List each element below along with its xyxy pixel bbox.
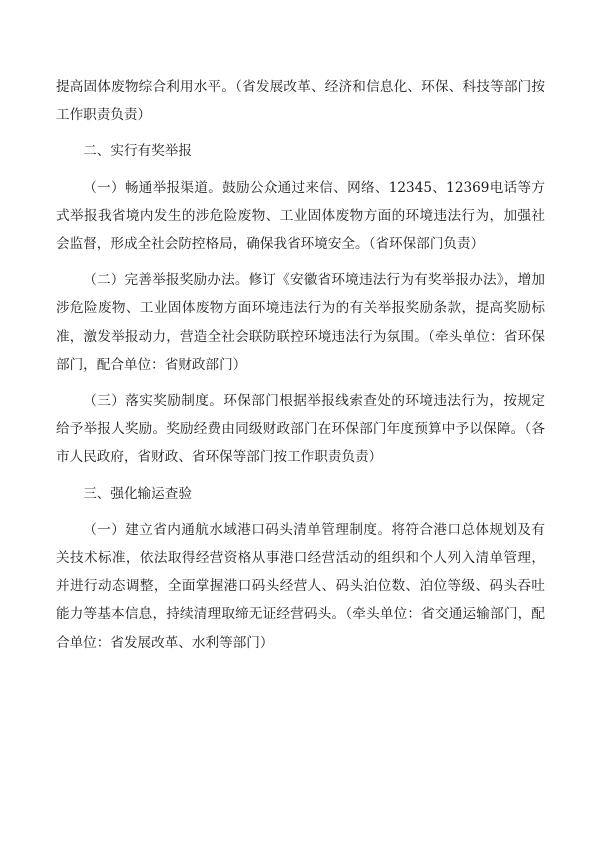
paragraph-2-3: （三）落实奖励制度。环保部门根据举报线索查处的环境违法行为，按规定给予举报人奖励。奖励经费由同级财政部门在环保部门年度预算中予以保障。（各市人民政府，省财政、省环保等部门按工作职责负责） — [56, 393, 545, 466]
paragraph-2-2: （二）完善举报奖励办法。修订《安徽省环境违法行为有奖举报办法》，增加涉危险废物、工业固体废物方面环境违法行为的有关举报奖励条款，提高奖励标准，激发举报动力，营造全社会联防联控环境违法行为氛围。（牵头单位：省环保部门，配合单位：省财政部门） — [56, 272, 545, 373]
section-heading-2: 二、实行有奖举报 — [83, 143, 192, 160]
section-heading-3: 三、强化输运查验 — [83, 485, 192, 502]
document-page — [56, 73, 545, 657]
paragraph-3-1: （一）建立省内通航水域港口码头清单管理制度。将符合港口总体规划及有关技术标准，依法取得经营资格从事港口经营活动的组织和个人列入清单管理，并进行动态调整，全面掌握港口码头经营人、码头泊位数、泊位等级、码头吞吐能力等基本信息，持续清理取缔无证经营码头。（牵头单位：省交通运输部门，配合单位：省发展改革、水利等部门） — [56, 521, 545, 651]
paragraph-2-1: （一）畅通举报渠道。鼓励公众通过来信、网络、12345、12369电话等方式举报我省境内发生的涉危险废物、工业固体废物方面的环境违法行为，加强社会监督，形成全社会防控格局，确保我省环境安全。（省环保部门负责） — [56, 179, 545, 253]
paragraph-continuation: 提高固体废物综合利用水平。（省发展改革、经济和信息化、环保、科技等部门按工作职责负责） — [56, 79, 545, 124]
